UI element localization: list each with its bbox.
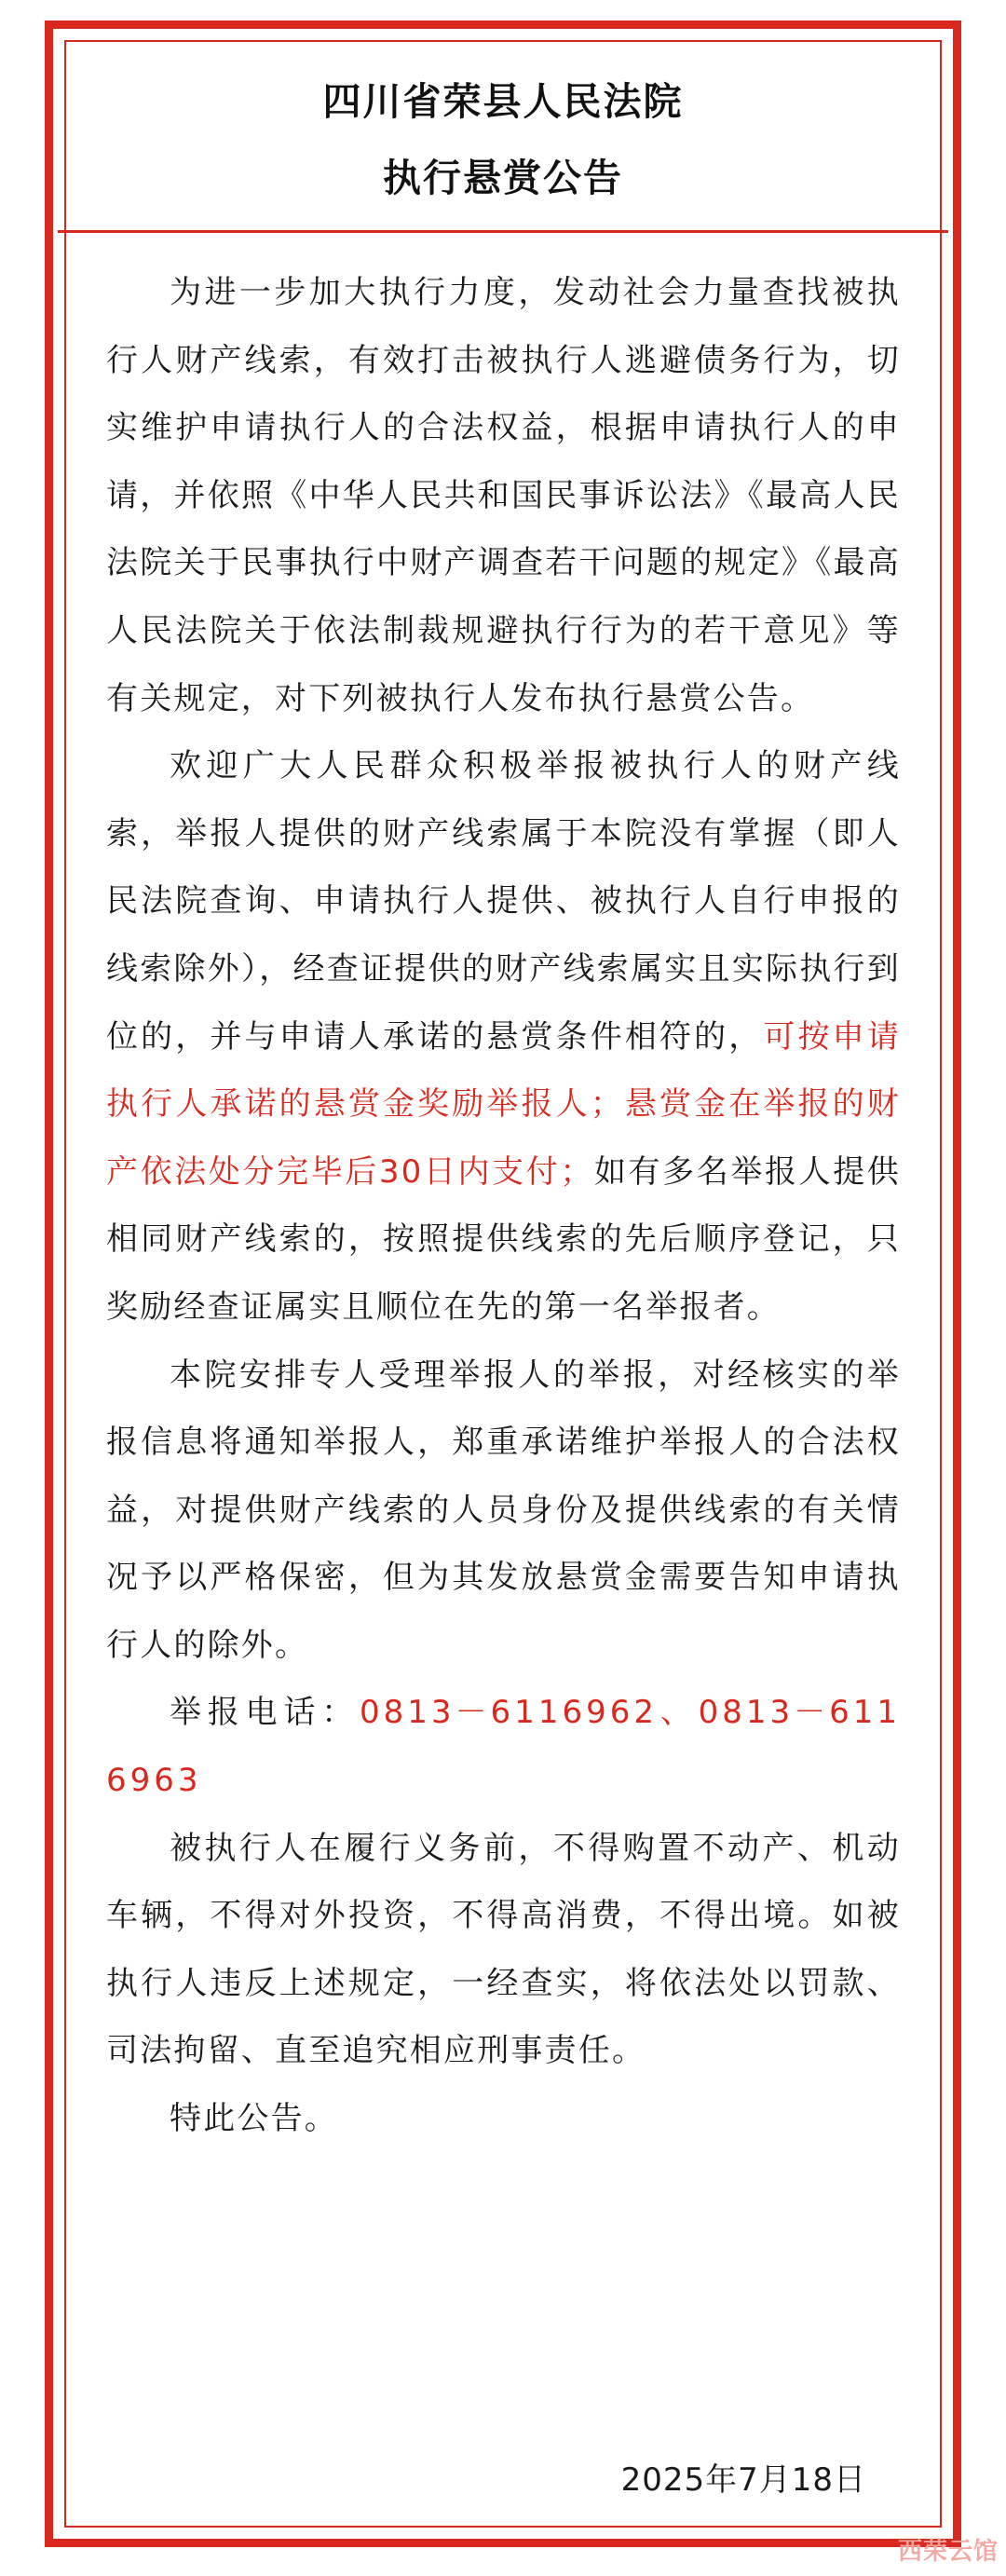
phone-label: 举报电话： (170, 1694, 360, 1732)
title-divider (58, 230, 948, 233)
phone-numbers: 0813－6116962、0813－6116963 (106, 1694, 902, 1800)
paragraph-phone (106, 1679, 901, 1814)
paragraph-closing: 特此公告。 (170, 2100, 338, 2138)
paragraph-restrictions: 被执行人在履行义务前，不得购置不动产、机动车辆，不得对外投资，不得高消费，不得出境。如被执行人违反上述规定，一经查实，将依法处以罚款、司法拘留、直至追究相应刑事责任。 (106, 1829, 901, 2070)
notice-date: 2025年7月18日 (620, 2461, 866, 2499)
watermark-logo: 西荣云馆 (897, 2538, 999, 2566)
court-name-heading: 四川省荣县人民法院 (322, 79, 684, 124)
reward-text-before: 欢迎广大人民群众积极举报被执行人的财产线索，举报人提供的财产线索属于本院没有掌握（即人民法院查询、申请执行人提供、被执行人自行申报的线索除外），经查证提供的财产线索属实且实际执行到位的，并与申请人承诺的悬赏条件相符的， (106, 747, 901, 1056)
paragraph-confidentiality: 本院安排专人受理举报人的举报，对经核实的举报信息将通知举报人，郑重承诺维护举报人的合法权益，对提供财产线索的人员身份及提供线索的有关情况予以严格保密，但为其发放悬赏金需要告知申请执行人的除外。 (106, 1356, 901, 1664)
paragraph-reward (106, 732, 901, 1341)
paragraph-intro: 为进一步加大执行力度，发动社会力量查找被执行人财产线索，有效打击被执行人逃避债务行为，切实维护申请执行人的合法权益，根据申请执行人的申请，并依照《中华人民共和国民事诉讼法》《最高人民法院关于民事执行中财产调查若干问题的规定》《最高人民法院关于依法制裁规避执行行为的若干意见》等有关规定，对下列被执行人发布执行悬赏公告。 (106, 274, 901, 717)
reward-text-after: 如有多名举报人提供相同财产线索的，按照提供线索的先后顺序登记，只奖励经查证属实且顺位在先的第一名举报者。 (106, 1152, 901, 1326)
notice-title-heading: 执行悬赏公告 (383, 156, 623, 200)
reward-highlight-text: 可按申请执行人承诺的悬赏金奖励举报人；悬赏金在举报的财产依法处分完毕后30日内支付； (106, 1017, 901, 1191)
notice-body (106, 259, 901, 2153)
